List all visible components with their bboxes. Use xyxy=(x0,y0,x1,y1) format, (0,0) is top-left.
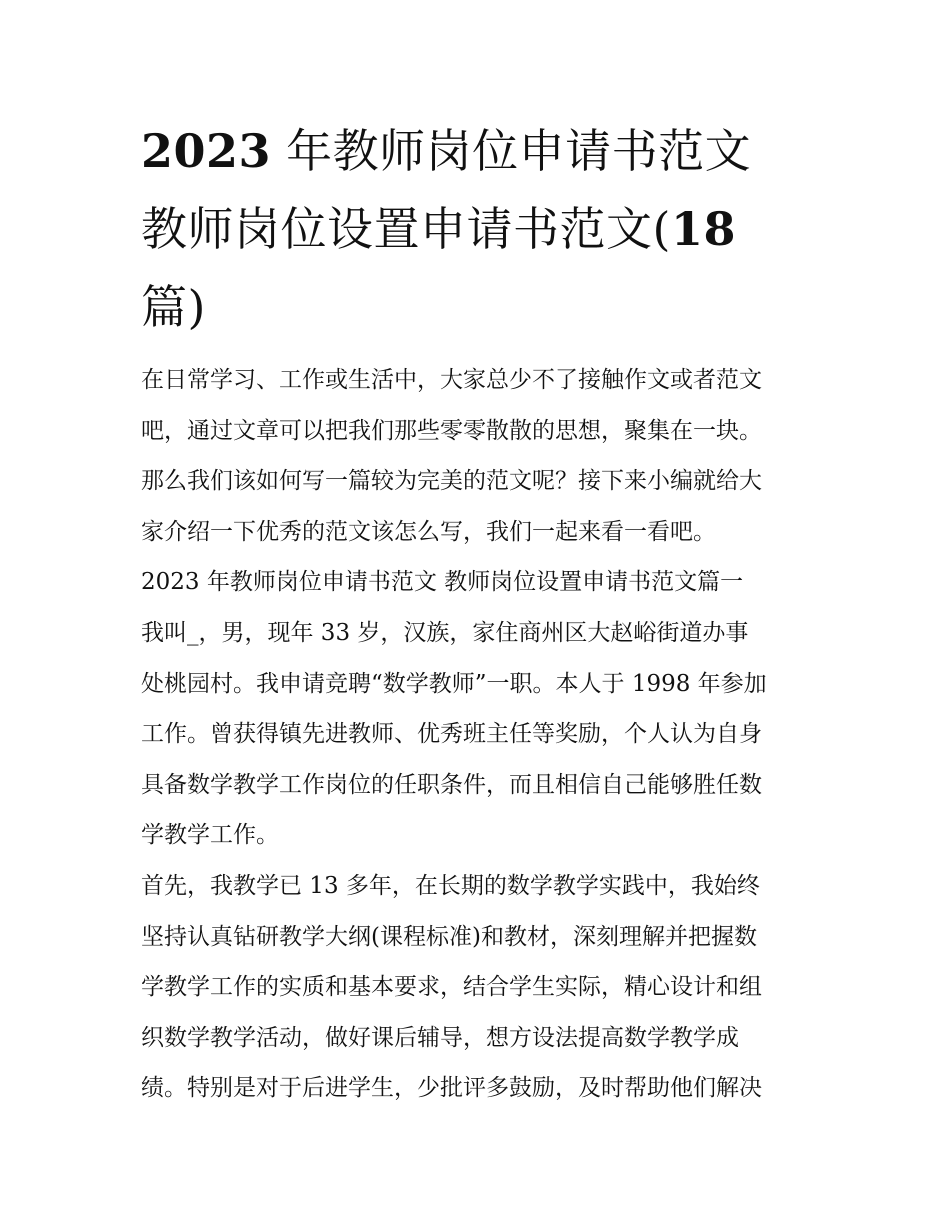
section-heading: 2023 年教师岗位申请书范文 教师岗位设置申请书范文篇一 xyxy=(141,569,744,596)
body-line: 工作。曾获得镇先进教师、优秀班主任等奖励，个人认为自身 xyxy=(141,721,762,748)
title-line-1 xyxy=(141,112,821,190)
title-line-1-text: 年教师岗位申请书范文 xyxy=(286,124,752,178)
title-line-2 xyxy=(141,190,821,268)
body-line: 学教学工作的实质和基本要求，结合学生实际，精心设计和组 xyxy=(141,974,762,1001)
body-line: 在日常学习、工作或生活中，大家总少不了接触作文或者范文 xyxy=(141,367,762,393)
title-line-3: 篇) xyxy=(141,280,206,334)
body-line: 那么我们该如何写一篇较为完美的范文呢？接下来小编就给大 xyxy=(141,468,762,495)
body-line: 绩。特别是对于后进学生，少批评多鼓励，及时帮助他们解决 xyxy=(141,1075,762,1102)
document-title xyxy=(141,112,821,346)
body-line: 坚持认真钻研教学大纲(课程标准)和教材，深刻理解并把握数 xyxy=(141,923,757,950)
body-line: 处桃园村。我申请竞聘“数学教师”一职。本人于 1998 年参加 xyxy=(141,670,767,697)
body-line: 学教学工作。 xyxy=(141,822,279,849)
body-line: 我叫_，男，现年 33 岁，汉族，家住商州区大赵峪街道办事 xyxy=(141,619,749,646)
body-line: 吧，通过文章可以把我们那些零零散散的思想，聚集在一块。 xyxy=(141,417,762,444)
title-count: 18 xyxy=(670,202,736,256)
body-line: 首先，我教学已 13 多年，在长期的数学教学实践中，我始终 xyxy=(141,872,760,899)
body-line: 具备数学教学工作岗位的任职条件，而且相信自己能够胜任数 xyxy=(141,771,762,798)
body-line: 织数学教学活动，做好课后辅导，想方设法提高数学教学成 xyxy=(141,1024,739,1051)
body-line: 家介绍一下优秀的范文该怎么写，我们一起来看一看吧。 xyxy=(141,518,716,545)
title-line-2-text: 教师岗位设置申请书范文( xyxy=(141,202,671,256)
document-body xyxy=(141,355,821,1114)
title-year: 2023 xyxy=(141,124,272,178)
